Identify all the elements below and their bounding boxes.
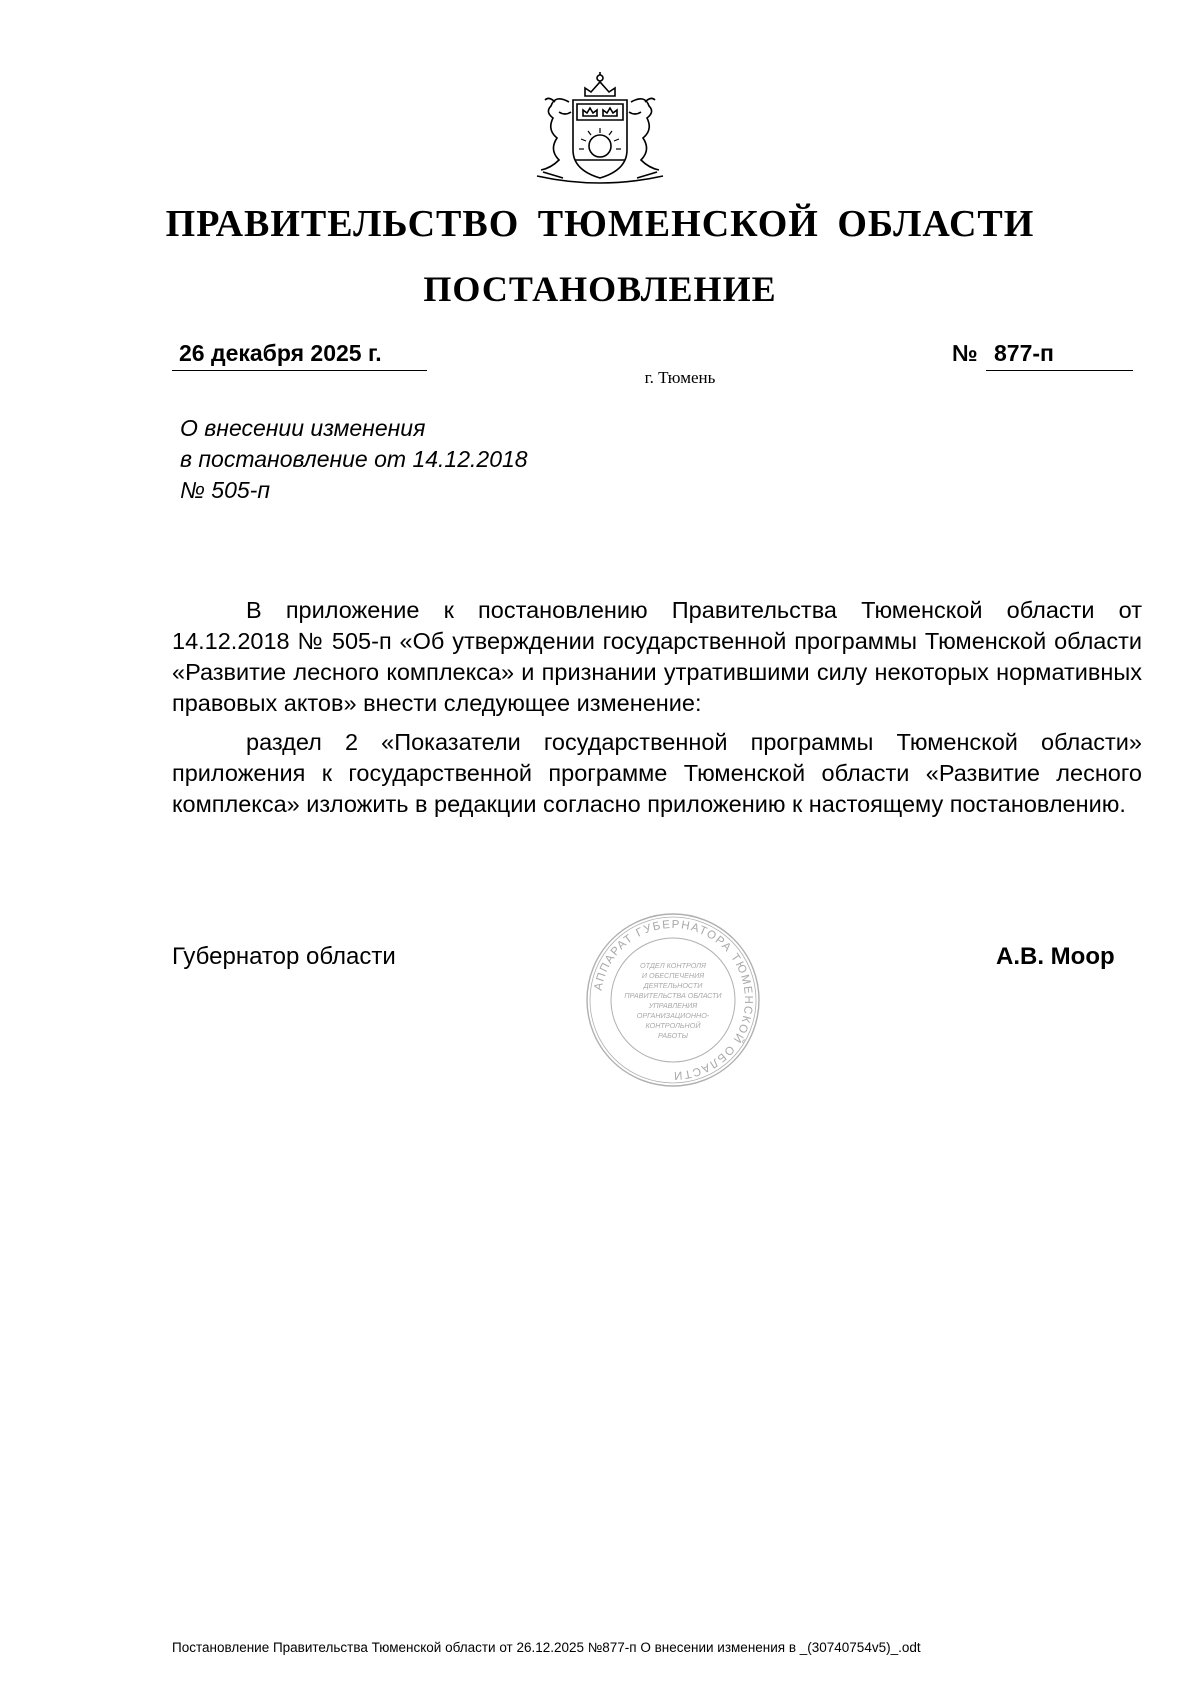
subject-line: О внесении изменения	[180, 415, 426, 441]
svg-text:АППАРАТ ГУБЕРНАТОРА ТЮМЕНСКОЙ	[593, 919, 754, 1081]
city: г. Тюмень	[644, 368, 716, 387]
number-sign: №	[952, 340, 978, 366]
stamp-line: ДЕЯТЕЛЬНОСТИ	[643, 981, 703, 990]
stamp-line: УПРАВЛЕНИЯ	[648, 1001, 698, 1010]
file-footer: Постановление Правительства Тюменской области от 26.12.2025 №877-п О внесении изменения в _(30740754v5)_.odt	[172, 1640, 921, 1655]
stamp-line: КОНТРОЛЬНОЙ	[645, 1021, 701, 1030]
document-number: 877-п	[986, 337, 1133, 371]
document-type: ПОСТАНОВЛЕНИЕ	[423, 269, 777, 309]
stamp-line: ОРГАНИЗАЦИОННО-	[636, 1011, 710, 1020]
document-subject	[180, 413, 528, 506]
stamp-line: ОТДЕЛ КОНТРОЛЯ	[640, 961, 706, 970]
stamp-line: И ОБЕСПЕЧЕНИЯ	[641, 971, 705, 980]
document-date: 26 декабря 2025 г.	[172, 337, 427, 371]
official-stamp	[583, 910, 763, 1090]
signer-post: Губернатор области	[172, 943, 396, 970]
subject-line: № 505-п	[180, 477, 270, 503]
stamp-ring-text: АППАРАТ ГУБЕРНАТОРА ТЮМЕНСКОЙ ОБЛАСТИ	[592, 918, 755, 1082]
government-title: ПРАВИТЕЛЬСТВО ТЮМЕНСКОЙ ОБЛАСТИ	[165, 203, 1035, 245]
document-body	[172, 595, 1142, 828]
subject-line: в постановление от 14.12.2018	[180, 446, 528, 472]
stamp-line: РАБОТЫ	[658, 1031, 688, 1040]
coat-of-arms-icon	[515, 72, 685, 187]
stamp-line: ПРАВИТЕЛЬСТВА ОБЛАСТИ	[624, 991, 722, 1000]
signer-name: А.В. Моор	[996, 943, 1115, 970]
body-paragraph: раздел 2 «Показатели государственной программы Тюменской области» приложения к государственной программе Тюменской области «Развитие лесного комплекса» изложить в редакции согласно приложению к настоящему постановлению.	[172, 729, 1142, 817]
body-paragraph: В приложение к постановлению Правительства Тюменской области от 14.12.2018 № 505-п «Об утверждении государственной программы Тюменской области «Развитие лесного комплекса» и признании утратившими силу некоторых нормативных правовых актов» внести следующее изменение:	[172, 597, 1142, 716]
